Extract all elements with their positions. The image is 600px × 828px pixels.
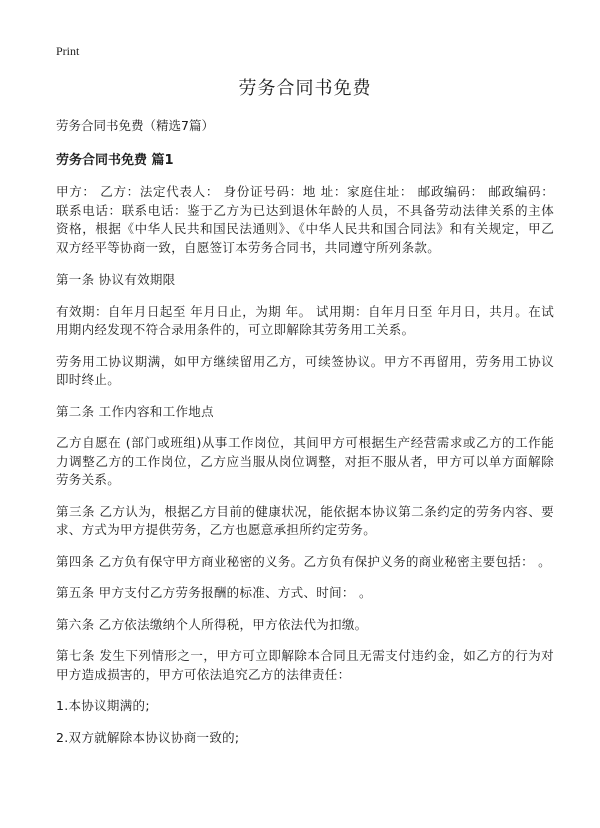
paragraph-contract-expiry: 劳务用工协议期满，如甲方继续留用乙方，可续签协议。甲方不再留用，劳务用工协议即时终止。 (56, 353, 554, 387)
list-item: 1.本协议期满的; (56, 698, 150, 713)
page-title: 劳务合同书免费 (238, 78, 372, 99)
article-1-heading: 第一条 协议有效期限 (56, 272, 176, 287)
paragraph-work-content: 乙方自愿在 (部门或班组)从事工作岗位，其间甲方可根据生产经营需求或乙方的工作能力调整乙方的工作岗位，乙方应当服从岗位调整，对拒不服从者，甲方可以单方面解除劳务关系。 (56, 435, 554, 487)
article-4: 第四条 乙方负有保守甲方商业秘密的义务。乙方负有保护义务的商业秘密主要包括： 。 (56, 553, 551, 569)
article-7: 第七条 发生下列情形之一，甲方可立即解除本合同且无需支付违约金，如乙方的行为对甲方造成损害的，甲方可依法追究乙方的法律责任： (56, 648, 554, 682)
paragraph-parties: 甲方： 乙方：法定代表人： 身份证号码：地 址：家庭住址： 邮政编码： 邮政编码： 联系电话：联系电话：鉴于乙方为已达到退休年龄的人员，不具备劳动法律关系的主体资格，根据《中华人民共和国民法通则》、《中华人民共和国合同法》和有关规定，甲乙双方经平等协商一致，自愿签订本劳务合同书，共同遵守所列条款。 (56, 184, 554, 255)
document-subtitle: 劳务合同书免费（精选7篇） (56, 118, 214, 133)
print-link[interactable]: Print (56, 44, 80, 58)
section-heading: 劳务合同书免费 篇1 (56, 153, 174, 168)
article-6: 第六条 乙方依法缴纳个人所得税，甲方依法代为扣缴。 (56, 616, 368, 632)
paragraph-validity-period: 有效期：自年月日起至 年月日止，为期 年。 试用期：自年月日至 年月日，共月。在试用期内经发现不符合录用条件的，可立即解除其劳务用工关系。 (56, 303, 554, 337)
list-item: 2.双方就解除本协议协商一致的; (56, 729, 240, 745)
article-2-heading: 第二条 工作内容和工作地点 (56, 403, 214, 419)
article-5: 第五条 甲方支付乙方劳务报酬的标准、方式、时间： 。 (56, 585, 372, 600)
article-3: 第三条 乙方认为，根据乙方目前的健康状况，能依据本协议第二条约定的劳务内容、要求、方式为甲方提供劳务，乙方也愿意承担所约定劳务。 (56, 503, 554, 537)
